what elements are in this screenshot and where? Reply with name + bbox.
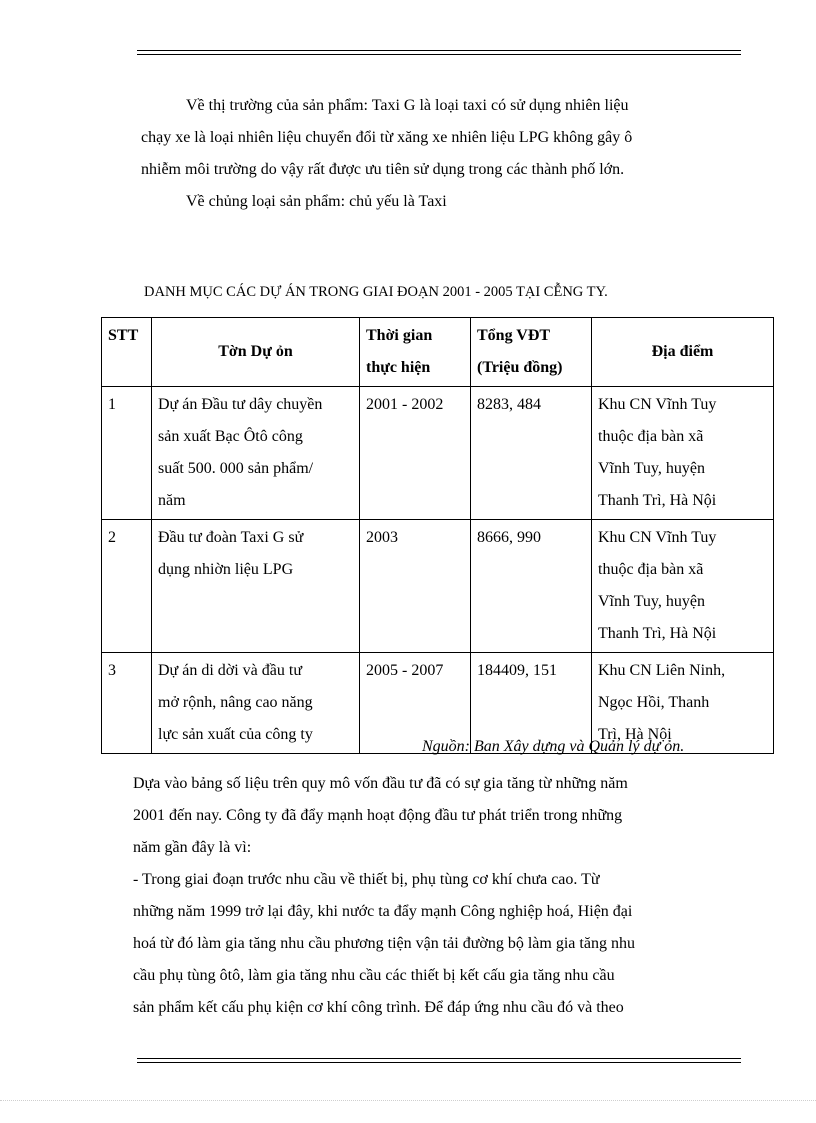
- analysis-line: hoá từ đó làm gia tăng nhu cầu phương tiện vận tải đường bộ làm gia tăng nhu: [133, 935, 635, 952]
- cell-name: [152, 653, 360, 754]
- analysis-line: - Trong giai đoạn trước nhu cầu về thiết bị, phụ tùng cơ khí chưa cao. Từ: [133, 871, 600, 888]
- cell-vdt: 184409, 151: [471, 653, 592, 754]
- intro-line: nhiễm môi trường do vậy rất được ưu tiên sử dụng trong các thành phố lớn.: [141, 161, 625, 178]
- cell-name: [152, 520, 360, 653]
- footer-rule: [137, 1058, 741, 1063]
- header-vdt-line: Tổng VĐT: [477, 327, 551, 344]
- table-row: [102, 520, 774, 653]
- cell-line: Ngọc Hồi, Thanh: [598, 694, 710, 711]
- analysis-paragraph: [133, 768, 739, 1024]
- cell-line: Khu CN Liên Ninh,: [598, 662, 726, 679]
- cell-vdt: 8283, 484: [471, 387, 592, 520]
- cell-line: mở rộnh, nâng cao năng: [158, 694, 313, 711]
- cell-name: [152, 387, 360, 520]
- header-location: Địa điểm: [592, 318, 774, 387]
- cell-line: Khu CN Vĩnh Tuy: [598, 396, 717, 413]
- cell-line: Dự án di dời và đầu tư: [158, 662, 302, 679]
- intro-line: Về thị trường của sản phẩm: Taxi G là loại taxi có sử dụng nhiên liệu: [186, 97, 629, 114]
- cell-line: dụng nhiờn liệu LPG: [158, 561, 294, 578]
- cell-line: lực sản xuất của công ty: [158, 726, 313, 743]
- cell-line: thuộc địa bàn xã: [598, 561, 704, 578]
- intro-line: chạy xe là loại nhiên liệu chuyển đổi từ xăng xe nhiên liệu LPG không gây ô: [141, 129, 633, 146]
- page-edge-divider: [0, 1100, 816, 1101]
- cell-line: suất 500. 000 sản phẩm/: [158, 460, 314, 477]
- cell-location: [592, 387, 774, 520]
- cell-time: 2003: [360, 520, 471, 653]
- analysis-line: cầu phụ tùng ôtô, làm gia tăng nhu cầu các thiết bị kết cấu gia tăng nhu cầu: [133, 967, 615, 984]
- intro-paragraph: [141, 90, 741, 218]
- header-time-line: Thời gian: [366, 327, 433, 344]
- table-title: DANH MỤC CÁC DỰ ÁN TRONG GIAI ĐOẠN 2001 - 2005 TẠI CỄNG TY.: [144, 284, 608, 300]
- cell-line: thuộc địa bàn xã: [598, 428, 704, 445]
- projects-table: [101, 317, 774, 754]
- header-vdt-line: (Triệu đồng): [477, 359, 563, 376]
- cell-line: năm: [158, 492, 186, 509]
- cell-line: Trì, Hà Nội: [598, 726, 672, 743]
- cell-line: Thanh Trì, Hà Nội: [598, 625, 717, 642]
- table-header-row: [102, 318, 774, 387]
- cell-time: 2001 - 2002: [360, 387, 471, 520]
- table-row: [102, 387, 774, 520]
- analysis-line: những năm 1999 trở lại đây, khi nước ta đẩy mạnh Công nghiệp hoá, Hiện đại: [133, 903, 633, 920]
- header-stt: STT: [102, 318, 152, 387]
- table-source-note: Nguồn: Ban Xây dựng và Quản lý dự ỏn.: [422, 738, 685, 755]
- cell-line: Vĩnh Tuy, huyện: [598, 593, 705, 610]
- header-time-line: thực hiện: [366, 359, 431, 376]
- header-time: [360, 318, 471, 387]
- cell-stt: 3: [102, 653, 152, 754]
- analysis-line: sản phẩm kết cấu phụ kiện cơ khí công trình. Để đáp ứng nhu cầu đó và theo: [133, 999, 624, 1016]
- cell-stt: 1: [102, 387, 152, 520]
- header-vdt: [471, 318, 592, 387]
- analysis-line: 2001 đến nay. Công ty đã đẩy mạnh hoạt động đầu tư phát triển trong những: [133, 807, 623, 824]
- header-rule: [137, 50, 741, 55]
- cell-line: Thanh Trì, Hà Nội: [598, 492, 717, 509]
- cell-location: [592, 520, 774, 653]
- cell-line: Dự án Đầu tư dây chuyền: [158, 396, 323, 413]
- analysis-line: năm gần đây là vì:: [133, 839, 252, 856]
- cell-line: sản xuất Bạc Ôtô công: [158, 428, 303, 445]
- cell-line: Khu CN Vĩnh Tuy: [598, 529, 717, 546]
- intro-line: Về chủng loại sản phẩm: chủ yếu là Taxi: [186, 193, 447, 210]
- cell-vdt: 8666, 990: [471, 520, 592, 653]
- header-name: Tờn Dự ỏn: [152, 318, 360, 387]
- analysis-line: Dựa vào bảng số liệu trên quy mô vốn đầu tư đã có sự gia tăng từ những năm: [133, 775, 628, 792]
- cell-time: 2005 - 2007: [360, 653, 471, 754]
- cell-line: Đầu tư đoàn Taxi G sử: [158, 529, 304, 546]
- cell-line: Vĩnh Tuy, huyện: [598, 460, 705, 477]
- cell-stt: 2: [102, 520, 152, 653]
